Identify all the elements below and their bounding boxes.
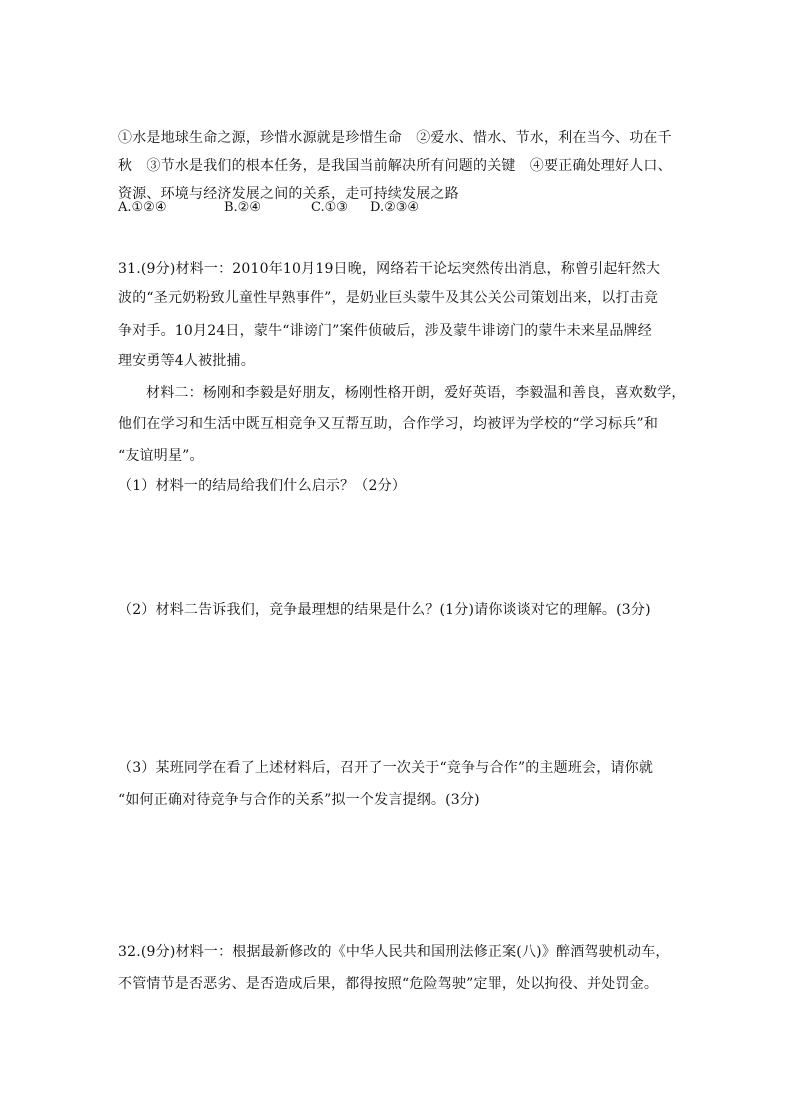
q31-material2-line-2: 他们在学习和生活中既互相竞争又互帮互助，合作学习，均被评为学校的“学习标兵”和 (118, 416, 659, 432)
q31-material1-line-1: 31.(9分)材料一：2010年10月19日晚，网络若干论坛突然传出消息，称曾引起轩然大 (118, 261, 661, 277)
statement-line-3: 资源、环境与经济发展之间的关系，走可持续发展之路 (118, 186, 459, 202)
q31-material1-line-2: 波的“圣元奶粉致儿童性早熟事件”，是奶业巨头蒙牛及其公关公司策划出来，以打击竞 (118, 290, 659, 306)
q31-sub-question-2: （2）材料二告诉我们，竞争最理想的结果是什么？(1分)请你谈谈对它的理解。(3分) (118, 602, 651, 618)
statement-line-1: ①水是地球生命之源，珍惜水源就是珍惜生命 ②爱水、惜水、节水，利在当今、功在千 (118, 130, 672, 146)
option-d: D.②③④ (370, 200, 420, 215)
statement-line-2: 秋 ③节水是我们的根本任务，是我国当前解决所有问题的关键 ④要正确处理好人口、 (118, 158, 672, 174)
option-b: B.②④ (224, 200, 261, 215)
q31-material2-line-1: 材料二：杨刚和李毅是好朋友，杨刚性格开朗，爱好英语，李毅温和善良，喜欢数学， (146, 385, 686, 401)
q32-line-2: 不管情节是否恶劣、是否造成后果，都得按照“危险驾驶”定罪，处以拘役、并处罚金。 (118, 976, 659, 992)
q31-material1-line-4: 理安勇等4人被批捕。 (118, 353, 255, 369)
option-a: A.①②④ (118, 200, 167, 215)
q31-sub-question-3-line-2: “如何正确对待竞争与合作的关系”拟一个发言提纲。(3分) (118, 792, 480, 808)
q31-material2-line-3: “友谊明星”。 (118, 448, 204, 464)
option-c: C.①③ (311, 200, 348, 215)
q32-line-1: 32.(9分)材料一：根据最新修改的《中华人民共和国刑法修正案(八)》醉酒驾驶机动车， (118, 944, 670, 960)
q31-material1-line-3: 争对手。10月24日，蒙牛“诽谤门”案件侦破后，涉及蒙牛诽谤门的蒙牛未来星品牌经 (118, 323, 652, 339)
q31-sub-question-1: （1）材料一的结局给我们什么启示？（2分） (118, 478, 407, 494)
q31-sub-question-3-line-1: （3）某班同学在看了上述材料后，召开了一次关于“竞争与合作”的主题班会，请你就 (118, 760, 654, 776)
